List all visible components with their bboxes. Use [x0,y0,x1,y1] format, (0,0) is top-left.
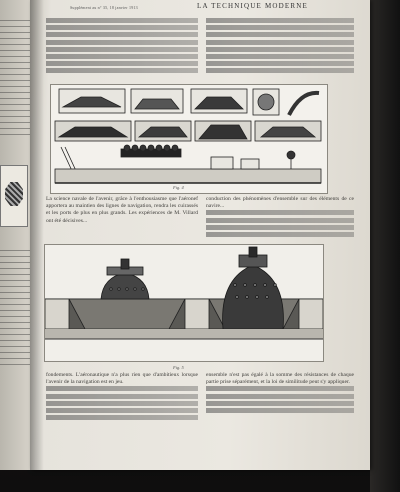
middle-left-column [46,196,198,225]
paragraph-3: fondements. L'aéronautique n'a plus rien que d'ambitieux lorsque l'avenir de la navigation est en jeu. [46,372,198,386]
bottom-left-column [46,372,198,422]
masthead: LA TECHNIQUE MODERNE [197,2,308,10]
figure-2-drawing [45,245,323,361]
top-left-column [46,18,198,76]
figure-2 [44,244,324,370]
page [30,0,370,470]
top-right-column [206,18,354,76]
page-header [70,2,348,12]
bottom-right-column [206,372,354,415]
running-title: Supplément au n° 35, 18 janvier 1913 [70,5,138,10]
middle-right-column [206,196,354,239]
paragraph-2: conduction des phénomènes d'ensemble sur des éléments de ce navire... [206,196,354,210]
spine-shadow [30,0,44,470]
left-page-figure [0,165,28,227]
figure-1-drawings [51,85,327,193]
figure-1-caption: Fig. 4 [173,185,184,190]
book-cover [370,0,400,492]
paragraph-4: ensemble n'est pas égalé à la somme des résistances de chaque partie prise séparément, et la loi de similitude peut s'y appliquer. [206,372,354,386]
figure-2-caption: Fig. 5 [173,365,184,370]
figure-1 [50,84,328,194]
paragraph-1: La science navale de l'avenir, grâce à l'enthousiasme que l'aéronef apportera au maintien des lignes de navigation, rendra les cuirassés et les ports de plus en plus grands. Les expériences de M. Villard ont été décisives... [46,196,198,224]
